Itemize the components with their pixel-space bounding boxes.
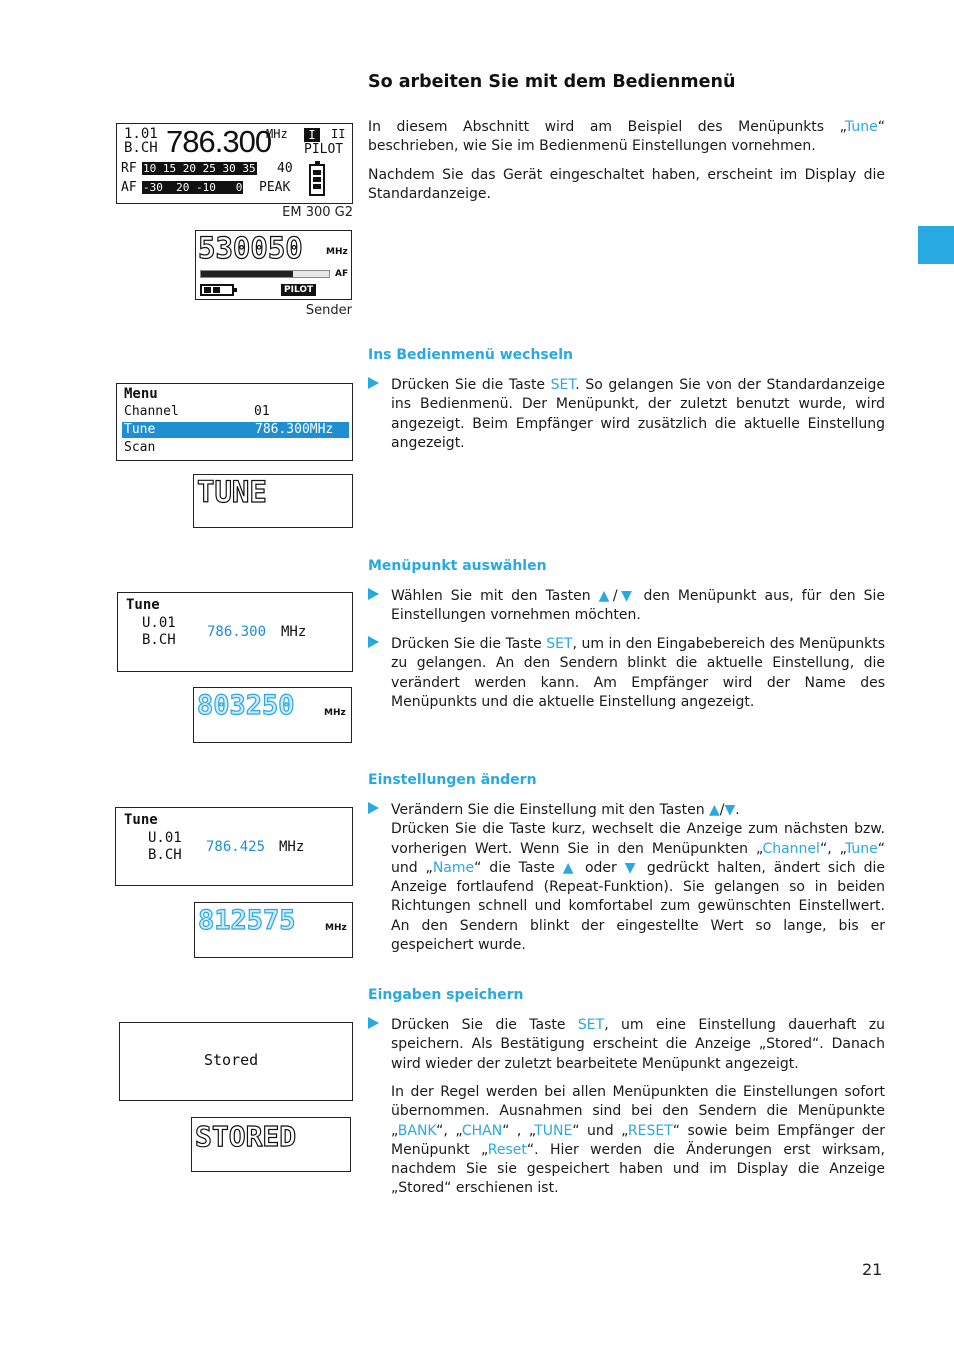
pilot-indicator: PILOT <box>281 284 316 296</box>
battery-icon <box>200 284 234 296</box>
rf-label: RF <box>121 161 137 176</box>
diversity-ii-indicator: II <box>331 127 346 141</box>
receiver-caption: EM 300 G2 <box>282 205 353 220</box>
transmitter-stored-display <box>191 1117 351 1172</box>
transmitter-tune-display <box>193 474 353 528</box>
frequency-segment-blinking: 812575 <box>198 905 296 936</box>
stored-segment-text: STORED <box>195 1120 297 1153</box>
transmitter-frequency-display <box>193 687 352 743</box>
frequency-value: 786.300 <box>166 124 272 159</box>
tune-frequency-value: 786.425 <box>206 839 266 855</box>
mhz-unit: MHz <box>325 923 347 933</box>
section-heading-select-item: Menüpunkt auswählen <box>368 558 547 574</box>
down-key-icon: ▼ <box>724 802 736 818</box>
menu-item-tune-value: 786.300MHz <box>255 422 334 437</box>
page-number: 21 <box>862 1260 883 1279</box>
section-heading-change-settings: Einstellungen ändern <box>368 772 537 788</box>
bank-channel-label: B.CH <box>124 140 158 156</box>
save-exceptions-paragraph: In der Regel werden bei allen Menüpunkten die Einstellungen sofort übernommen. Ausnahmen sind bei den Sendern die Menüpunkte „BANK“, „CHAN“ , „TUNE“ und „RESET“ sowie beim Empfänger der Menüpunkt „Reset“. Hier werden die Änderungen erst wirksam, nachdem Sie sie gespeichert haben und im Display die Anzeige „Stored“ erschienen ist. <box>391 1084 886 1197</box>
tune-title: Tune <box>124 812 158 828</box>
mhz-unit: MHz <box>266 127 288 141</box>
stored-message: Stored <box>204 1051 259 1069</box>
transmitter-standard-display <box>195 230 352 300</box>
af-level-meter <box>200 270 330 278</box>
rf-scale-end: 40 <box>277 161 293 176</box>
receiver-tune-edit-display <box>115 807 353 886</box>
channel-number: U.01 <box>148 830 182 846</box>
chapter-tab-marker <box>918 226 954 264</box>
menu-item-tune: Tune <box>124 422 156 437</box>
section-heading-save: Eingaben speichern <box>368 987 524 1003</box>
receiver-standard-display <box>116 123 353 204</box>
transmitter-frequency-edit-display <box>194 902 353 958</box>
tune-frequency-value: 786.300 <box>207 624 267 640</box>
channel-number: U.01 <box>142 615 176 631</box>
section-heading-menu-enter: Ins Bedienmenü wechseln <box>368 347 574 363</box>
tune-segment-text: TUNE <box>197 475 267 509</box>
frequency-segment-blinking: 803250 <box>197 690 295 721</box>
menu-title: Menu <box>124 386 158 402</box>
mhz-unit: MHz <box>279 839 305 855</box>
bullet-arrow-icon <box>368 377 379 389</box>
mhz-unit: MHz <box>324 708 346 718</box>
up-key-icon: ▲ <box>709 802 720 818</box>
page-title: So arbeiten Sie mit dem Bedienmenü <box>368 72 736 92</box>
menu-item-channel: Channel <box>124 404 179 419</box>
mhz-unit: MHz <box>281 624 307 640</box>
battery-icon <box>309 164 325 196</box>
receiver-stored-display <box>119 1022 353 1101</box>
bullet-select-item: Wählen Sie mit den Tasten ▲/▼ den Menüpunkt aus, für den Sie Einstellungen vornehmen möchten. <box>368 587 885 626</box>
bullet-press-set: Drücken Sie die Taste SET. So gelangen Sie von der Standardanzeige ins Bedienmenü. Der Menüpunkt, der zuletzt benutzt wurde, wird angezeigt. Beim Empfänger wird zusätzlich die aktuelle Einstellung angezeigt. <box>368 376 885 453</box>
up-key-icon: ▲ <box>598 588 613 604</box>
af-label: AF <box>121 180 137 195</box>
bullet-arrow-icon <box>368 588 379 600</box>
bullet-arrow-icon <box>368 802 379 814</box>
menu-item-channel-value: 01 <box>254 404 270 419</box>
bullet-change-settings: Verändern Sie die Einstellung mit den Tasten ▲/▼. Drücken Sie die Taste kurz, wechselt die Anzeige zum nächsten bzw. vorherigen Wert. Wenn Sie in den Menüpunkten „Channel“, „Tune“ und „Name“ die Taste ▲ oder ▼ gedrückt halten, ändert sich die Anzeige fortlaufend (Repeat-Funktion). Sie gelangen so in beiden Richtungen schnell und komfortabel zum gewünschten Einstellwert. An den Sendern blinkt der eingestellte Wert so lange, bis er gespeichert wurde. <box>368 801 885 955</box>
af-scale: -30 20 -10 0 <box>143 181 243 194</box>
down-key-icon: ▼ <box>624 859 639 876</box>
peak-label: PEAK <box>259 180 291 195</box>
bullet-save: Drücken Sie die Taste SET, um eine Einstellung dauerhaft zu speichern. Als Bestätigung erscheint die Anzeige „Stored“. Danach wird wieder der zuletzt bearbeitete Menüpunkt angezeigt. <box>368 1016 885 1074</box>
bullet-arrow-icon <box>368 1017 379 1029</box>
transmitter-frequency-segment: 530050 <box>198 231 303 265</box>
channel-number: 1.01 <box>124 126 158 142</box>
bank-channel-label: B.CH <box>142 632 176 648</box>
mhz-unit: MHz <box>326 247 348 257</box>
intro-paragraph-2: Nachdem Sie das Gerät eingeschaltet haben, erscheint im Display die Standardanzeige. <box>368 167 885 203</box>
bank-channel-label: B.CH <box>148 847 182 863</box>
pilot-indicator: PILOT <box>304 142 344 157</box>
af-label: AF <box>335 269 349 279</box>
menu-item-scan: Scan <box>124 440 156 455</box>
transmitter-caption: Sender <box>305 303 352 318</box>
up-key-icon: ▲ <box>562 859 578 876</box>
tune-title: Tune <box>126 597 160 613</box>
rf-scale: 10 15 20 25 30 35 <box>143 162 256 175</box>
bullet-press-set-edit: Drücken Sie die Taste SET, um in den Eingabebereich des Menüpunkts zu gelangen. An den Sendern blinkt die aktuelle Einstellung, die verändert werden kann. Am Empfänger wird der Name des Menüpunkts und die aktuelle Einstellung angezeigt. <box>368 635 885 712</box>
receiver-tune-display <box>117 592 353 672</box>
intro-paragraph-1: In diesem Abschnitt wird am Beispiel des Menüpunkts „Tune“ beschrieben, wie Sie im Bedienmenü Einstellungen vornehmen. <box>368 119 885 155</box>
down-key-icon: ▼ <box>617 588 636 604</box>
diversity-i-indicator: I <box>304 128 320 142</box>
bullet-arrow-icon <box>368 636 379 648</box>
receiver-menu-display <box>116 383 353 461</box>
